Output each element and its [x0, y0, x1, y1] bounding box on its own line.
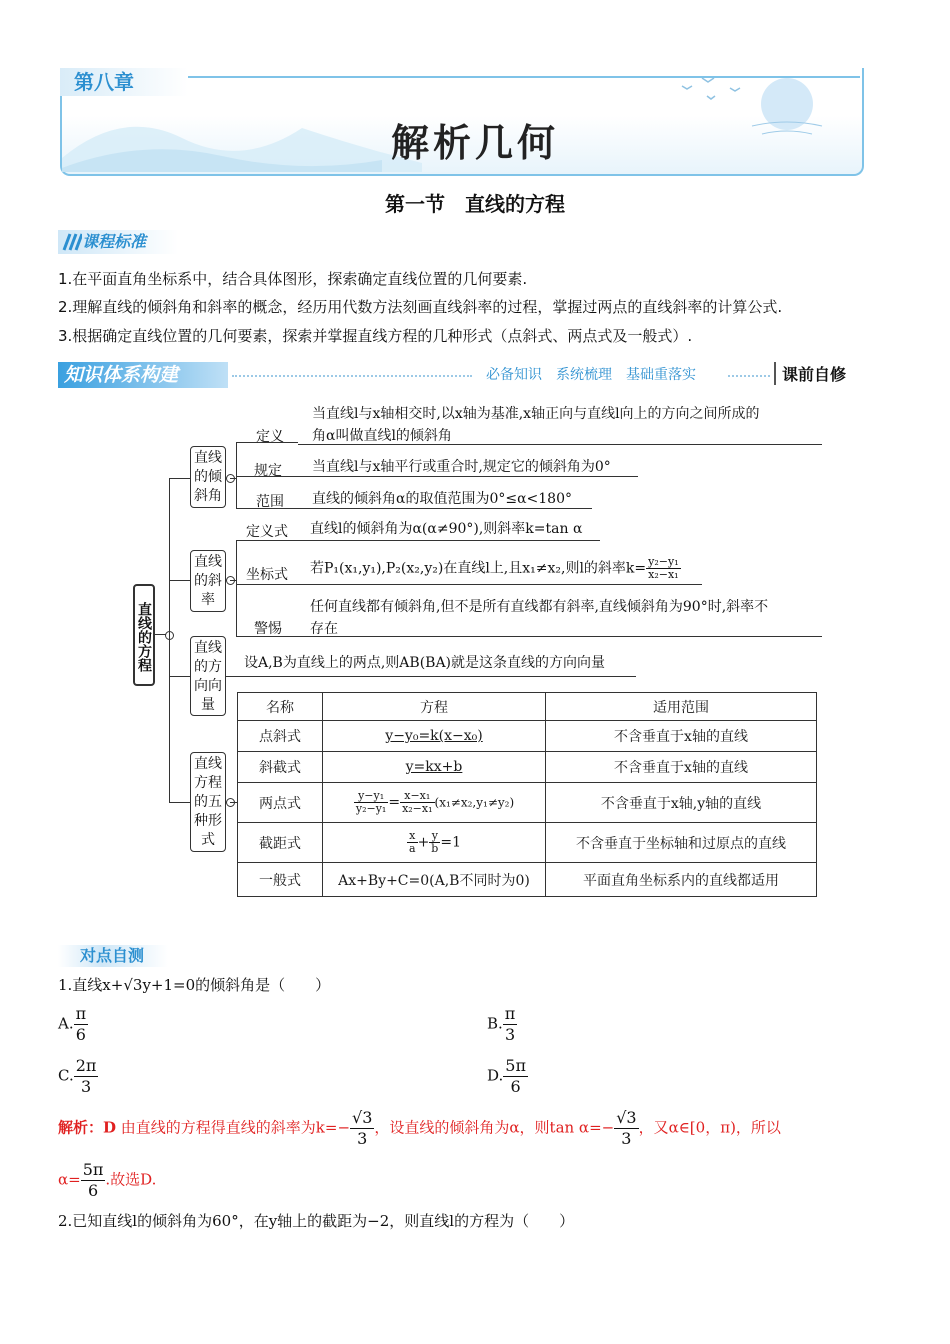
- mindmap-direction-node: 直线的方向向量: [190, 636, 226, 716]
- option-num: 2π: [75, 1056, 97, 1075]
- slope-frac-num: y₂−y₁: [648, 555, 679, 568]
- solution-ans-num: 5π: [82, 1160, 104, 1179]
- incline-def-label: 定义: [256, 429, 284, 445]
- slope-formula-fraction: [646, 556, 680, 581]
- course-standard-item-3: 3.根据确定直线位置的几何要素，探索并掌握直线方程的几种形式（点斜式、两点式及一般式）.: [58, 327, 693, 345]
- table-header-row: [238, 693, 817, 721]
- incline-range-label: 范围: [256, 494, 284, 510]
- solution-text-2: ，设直线的倾斜角为α，则tan α=−: [374, 1118, 615, 1137]
- section-title: 第一节 直线的方程: [385, 192, 565, 216]
- self-test-tag: 对点自测: [58, 945, 168, 967]
- solution-frac-num: √3: [352, 1108, 373, 1127]
- option-den: 6: [510, 1077, 521, 1096]
- table-header-name: 名称: [238, 693, 323, 721]
- frac-den: a: [409, 842, 416, 855]
- incline-range-text: 直线的倾斜角α的取值范围为0°≤α<180°: [312, 491, 572, 507]
- row-eq: Ax+By+C=0(A,B不同时为0): [323, 863, 546, 897]
- chapter-tag-text: 第八章: [74, 70, 134, 94]
- frac-den: x₂−x₁: [402, 802, 433, 815]
- row-scope: 不含垂直于x轴,y轴的直线: [546, 783, 817, 823]
- course-standard-label: 课程标准: [82, 232, 147, 251]
- row-scope: 不含垂直于x轴的直线: [546, 721, 817, 752]
- slope-warn-text-2: 存在: [310, 621, 338, 637]
- option-num: π: [75, 1004, 87, 1023]
- table-row: [238, 721, 817, 752]
- slope-def-text: 直线l的倾斜角为α(α≠90°),则斜率k=tan α: [310, 521, 583, 537]
- solution-frac-den: 3: [357, 1129, 368, 1148]
- table-row: [238, 823, 817, 863]
- five-forms-table: [237, 692, 817, 897]
- slope-frac-den: x₂−x₁: [648, 568, 679, 581]
- table-header-scope: 适用范围: [546, 693, 817, 721]
- option-den: 3: [504, 1025, 516, 1044]
- q1-solution-line-1: [58, 1108, 781, 1149]
- option-letter: D.: [487, 1066, 504, 1085]
- q1-stem: 1.直线x+√3y+1=0的倾斜角是（ ）: [58, 976, 331, 994]
- slope-coord-text: [310, 556, 681, 581]
- chapter-title: 解析几何: [390, 120, 559, 165]
- option-letter: B.: [487, 1014, 503, 1033]
- eq-tail: =1: [440, 834, 461, 851]
- mindmap-incline-node: 直线的倾斜角: [190, 446, 226, 508]
- q1-option-d[interactable]: [487, 1056, 528, 1097]
- option-letter: A.: [58, 1014, 74, 1033]
- table-row: [238, 783, 817, 823]
- incline-def-text-1: 当直线l与x轴相交时,以x轴为基准,x轴正向与直线l向上的方向之间所成的: [312, 406, 760, 422]
- solution-ans-den: 6: [87, 1181, 99, 1200]
- row-eq: y=kx+b: [405, 759, 463, 775]
- slope-def-label: 定义式: [246, 524, 288, 540]
- slope-warn-text-1: 任何直线都有倾斜角,但不是所有直线都有斜率,直线倾斜角为90°时,斜率不: [310, 599, 769, 615]
- row-eq: $\frac{x}{a}$ + $\frac{y}{b}$ =1: [323, 823, 546, 863]
- mindmap-root: 直线的方程: [133, 584, 155, 686]
- incline-rule-text: 当直线l与x轴平行或重合时,规定它的倾斜角为0°: [312, 459, 611, 475]
- knowledge-bar-right: 课前自修: [774, 362, 846, 385]
- solution-text-4: α=: [58, 1170, 81, 1189]
- banner-top-line: [180, 76, 860, 78]
- row-name: 一般式: [238, 863, 323, 897]
- course-standard-item-2: 2.理解直线的倾斜角和斜率的概念，经历用代数方法刻画直线斜率的过程，掌握过两点的直线斜率的计算公式.: [58, 298, 783, 316]
- course-standard-item-1: 1.在平面直角坐标系中，结合具体图形，探索确定直线位置的几何要素.: [58, 270, 528, 288]
- solution-text-5: .故选D.: [105, 1170, 157, 1189]
- frac-num: y−y₁: [354, 790, 388, 803]
- table-row: [238, 863, 817, 897]
- solution-frac-den-2: 3: [621, 1129, 632, 1148]
- table-header-eq: 方程: [323, 693, 546, 721]
- mindmap-slope-node: 直线的斜率: [190, 550, 226, 612]
- slope-coord-label: 坐标式: [246, 567, 288, 583]
- frac-num: x−x₁: [400, 790, 434, 803]
- incline-rule-label: 规定: [254, 463, 282, 479]
- stripes-icon: [60, 232, 82, 252]
- row-name: 点斜式: [238, 721, 323, 752]
- frac-den: y₂−y₁: [355, 802, 387, 815]
- solution-frac-num-2: √3: [616, 1108, 637, 1127]
- row-scope: 不含垂直于x轴的直线: [546, 752, 817, 783]
- knowledge-bar-subtitle: 必备知识 系统梳理 基础重落实: [486, 367, 696, 383]
- row-name: 两点式: [238, 783, 323, 823]
- option-den: 6: [75, 1025, 86, 1044]
- solution-text-1: 由直线的方程得直线的斜率为k=−: [120, 1118, 351, 1137]
- q1-solution-line-2: [58, 1160, 156, 1201]
- row-scope: 不含垂直于坐标轴和过原点的直线: [546, 823, 817, 863]
- slope-coord-prefix: 若P₁(x₁,y₁),P₂(x₂,y₂)在直线l上,且x₁≠x₂,则l的斜率k=: [310, 560, 647, 577]
- option-num: 5π: [505, 1056, 526, 1075]
- solution-text-3: ，又α∈[0，π)，所以: [638, 1118, 781, 1137]
- q1-option-a[interactable]: [58, 1004, 88, 1045]
- row-name: 截距式: [238, 823, 323, 863]
- row-scope: 平面直角坐标系内的直线都适用: [546, 863, 817, 897]
- knowledge-bar-label: 知识体系构建: [58, 362, 228, 388]
- row-eq: $\frac{\text{y−y₁}}{\text{y₂−y₁}}$ = $\frac{\text{x−x₁}}{\text{x₂−x₁}}$ (x₁≠x₂,y₁≠y₂): [323, 783, 546, 823]
- incline-def-text-2: 角α叫做直线l的倾斜角: [312, 428, 452, 444]
- q1-option-c[interactable]: [58, 1056, 98, 1097]
- option-num: π: [504, 1004, 516, 1023]
- row-eq: y−y₀=k(x−x₀): [385, 728, 483, 744]
- direction-text: 设A,B为直线上的两点,则AB(BA)就是这条直线的方向向量: [244, 655, 606, 671]
- option-den: 3: [80, 1077, 92, 1096]
- frac-den: b: [431, 842, 439, 855]
- slope-warn-label: 警惕: [254, 621, 282, 637]
- option-letter: C.: [58, 1066, 74, 1085]
- table-row: [238, 752, 817, 783]
- q1-option-b[interactable]: [487, 1004, 517, 1045]
- eq-tail: (x₁≠x₂,y₁≠y₂): [434, 795, 515, 810]
- knowledge-bar-dots-2: [728, 375, 770, 377]
- knowledge-bar-dots: [232, 375, 472, 377]
- frac-num: y: [429, 830, 440, 843]
- mindmap-five-forms-node: 直线方程的五种形式: [190, 752, 226, 852]
- row-name: 斜截式: [238, 752, 323, 783]
- q2-stem: 2.已知直线l的倾斜角为60°，在y轴上的截距为−2，则直线l的方程为（ ）: [58, 1212, 575, 1230]
- chapter-tag: [60, 68, 188, 96]
- solution-label: 解析：D: [58, 1118, 117, 1137]
- frac-num: x: [407, 830, 418, 843]
